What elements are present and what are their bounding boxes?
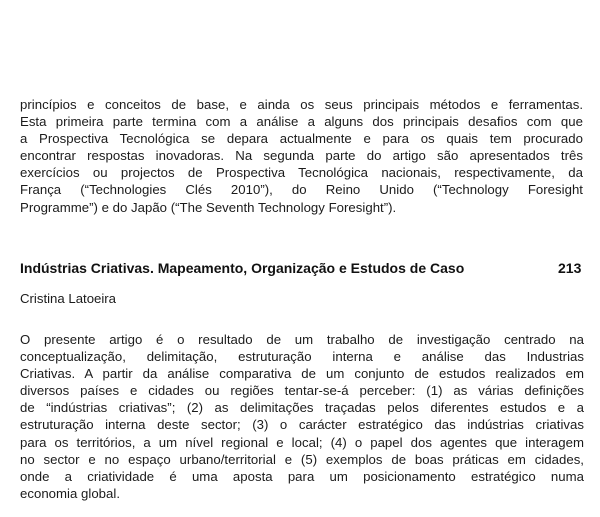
paragraph-line: Programme”) e do Japão (“The Seventh Technology Foresight”). <box>20 199 397 215</box>
paragraph-line: onde a criatividade é uma aposta para um posicionamento estratégico numa <box>20 468 584 484</box>
paragraph-line: no sector e no espaço urbano/territorial e (5) exemplos de boas práticas em cidades, <box>20 451 584 467</box>
article-author: Cristina Latoeira <box>20 291 117 306</box>
paragraph-line: estruturação interna deste sector; (3) o carácter estratégico das indústrias criativas <box>20 417 584 433</box>
paragraph-line: conceptualização, delimitação, estruturação interna e análise das Industrias <box>20 349 584 365</box>
paragraph-line: Criativas. A partir da análise comparativa de um conjunto de estudos realizados em <box>20 366 584 382</box>
paragraph-line: para os territórios, a um nível regional e local; (4) o papel dos agentes que interagem <box>20 434 584 450</box>
article-abstract-paragraph <box>20 331 584 502</box>
paragraph-line: França (“Technologies Clés 2010”), do Reino Unido (“Technology Foresight <box>20 182 583 198</box>
paragraph-line: exercícios ou projectos de Prospectiva Tecnológica nacionais, respectivamente, da <box>20 165 583 181</box>
paragraph-line: a Prospectiva Tecnológica se depara actualmente e para os quais tem procurado <box>20 131 583 147</box>
page-number: 213 <box>558 260 582 276</box>
article-title: Indústrias Criativas. Mapeamento, Organização e Estudos de Caso <box>20 260 465 276</box>
paragraph-line: O presente artigo é o resultado de um trabalho de investigação centrado na <box>20 332 584 347</box>
paragraph-line: encontrar respostas inovadoras. Na segunda parte do artigo são apresentados três <box>20 148 583 164</box>
paragraph-line: Esta primeira parte termina com a análise a alguns dos principais desafios com que <box>20 114 583 130</box>
paragraph-line: economia global. <box>20 485 121 501</box>
paragraph-line: de “indústrias criativas”; (2) as delimitações traçadas pelos diferentes estudos e a <box>20 400 584 416</box>
paragraph-line: princípios e conceitos de base, e ainda os seus principais métodos e ferramentas. <box>20 97 583 112</box>
previous-abstract-paragraph <box>20 96 583 216</box>
paragraph-line: diversos países e cidades ou regiões tentar-se-á perceber: (1) as várias definições <box>20 383 584 399</box>
